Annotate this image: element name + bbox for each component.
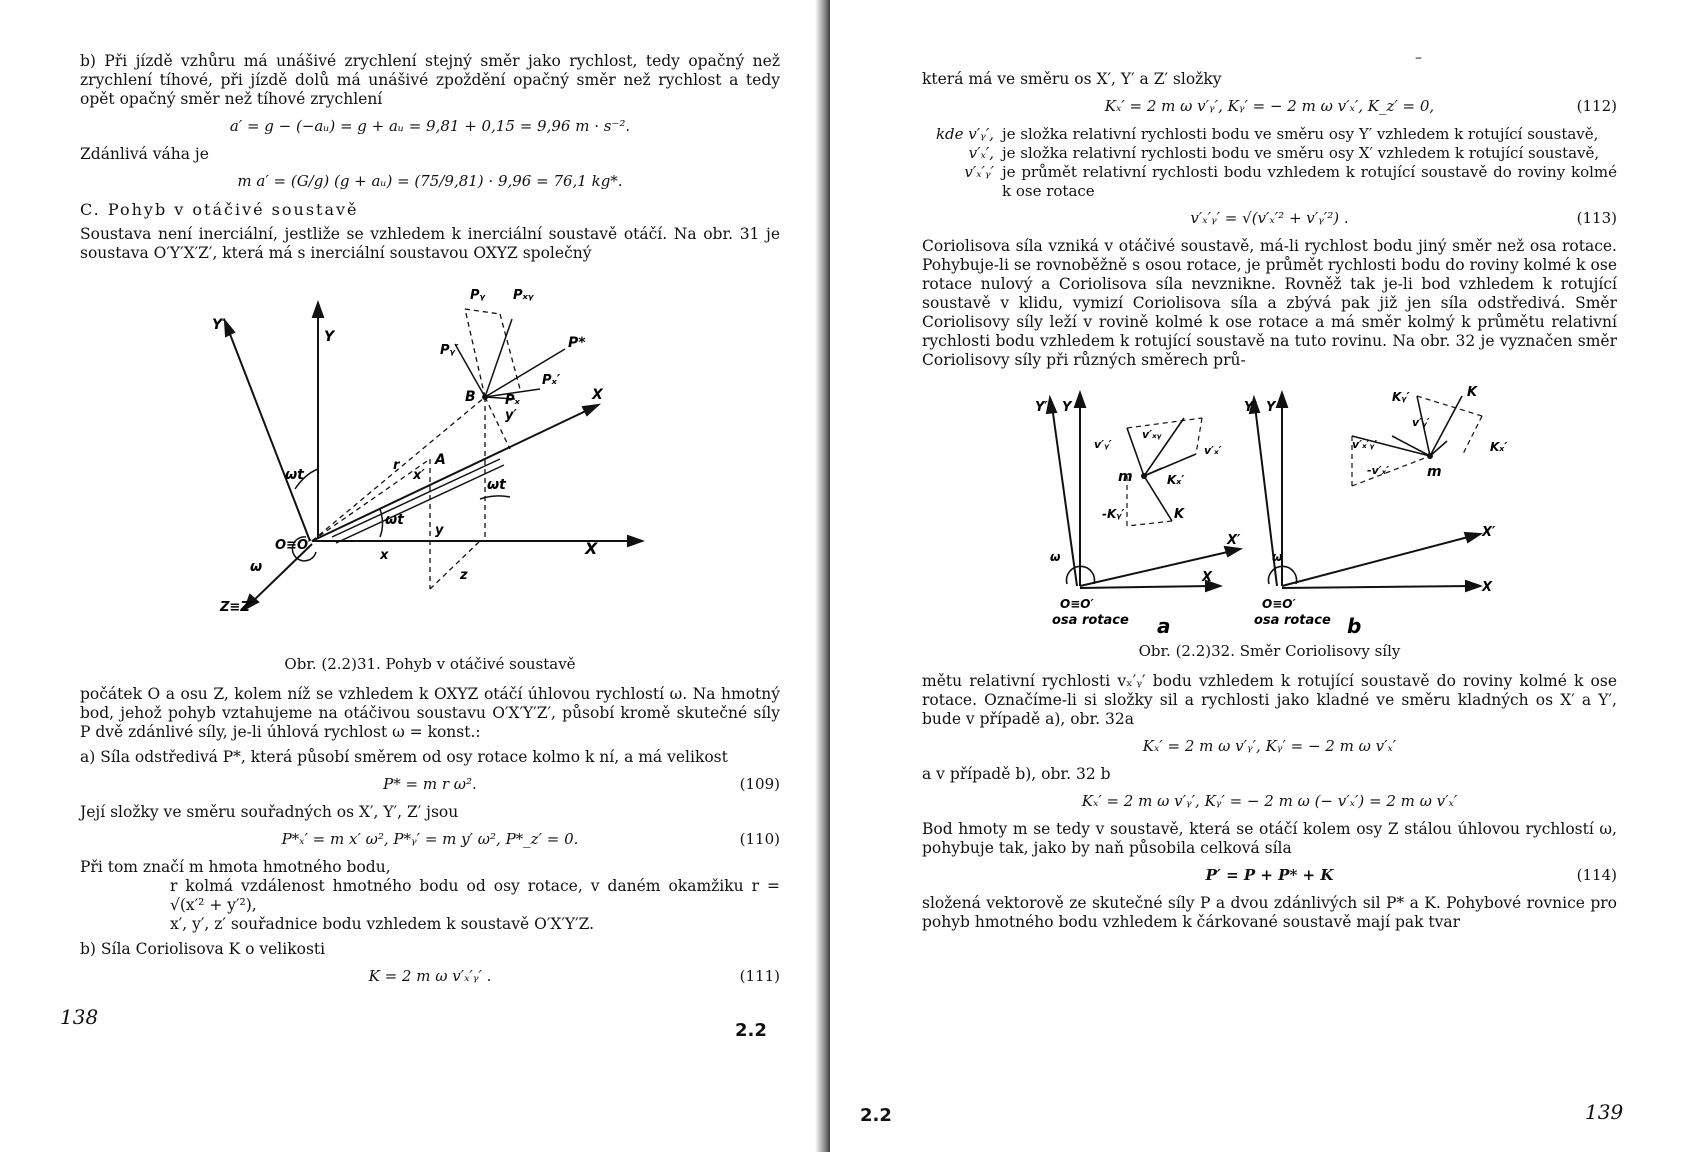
label-y-prime: y′	[505, 408, 517, 423]
eq-number: (109)	[739, 775, 780, 793]
paragraph-apparent-weight: Zdánlivá váha je	[80, 145, 209, 163]
paragraph-centrifugal: a) Síla odstředivá P*, která působí směrem od osy rotace kolmo k ní, a má velikost	[80, 748, 728, 766]
eq-text: P* = m r ω².	[383, 775, 477, 793]
label-X-a: X	[1202, 570, 1213, 585]
paragraph-coords-def: x′, y′, z′ souřadnice bodu vzhledem k soustavě O′X′Y′Z.	[170, 915, 595, 933]
label-origin-b: O≡O′	[1262, 597, 1296, 611]
label-Pxy: Pₓᵧ	[513, 288, 534, 303]
label-vx-a: v′ₓ′	[1204, 444, 1222, 457]
label-omega-b: ω	[1272, 550, 1283, 564]
equation-110	[80, 830, 780, 848]
label-m-a: m	[1118, 469, 1133, 485]
label-Kx-b: Kₓ′	[1490, 440, 1508, 454]
label-axis-b: osa rotace	[1254, 613, 1331, 628]
eq-number: (112)	[1576, 97, 1617, 115]
label-x-prime: x′	[413, 468, 425, 483]
paragraph-noninertial: Soustava není inerciální, jestliže se vzhledem k inerciální soustavě otáčí. Na obr. 31 je soustava O′Y′X′Z′, která má s inerciální soustavou OXYZ společný	[80, 225, 780, 262]
page-number-right: 139	[1585, 1100, 1624, 1124]
eq-text: Kₓ′ = 2 m ω v′ᵧ′, Kᵧ′ = − 2 m ω v′ₓ′	[1142, 737, 1397, 755]
label-X-prime-a: X′	[1227, 533, 1241, 548]
chapter-marker-right: 2.2	[860, 1105, 892, 1126]
label-x: x	[380, 548, 389, 563]
paragraph-coriolis-force: Coriolisova síla vzniká v otáčivé soustavě, má-li rychlost bodu jiný směr než osa rotace. Pohybuje-li se rovnoběžně s osou rotace, je průmět rychlosti bodu do roviny kolmé k ose rotace nulový a Coriolisova síla nevznikne. Rovněž tak je-li bod vzhledem k rotující soustavě v klidu, vymizí Coriolisova síla a zbývá pak již jen síla odstředivá. Směr Coriolisovy síly leží v rovině kolmé k ose rotace a má směr kolmý k průmětu relativní rychlosti bodu vzhledem k rotující soustavě na tuto rovinu. Na obr. 32 je vyznačen směr Coriolisovy síly při různých směrech prů-	[922, 237, 1617, 369]
figure-32	[922, 376, 1617, 636]
definition-item	[922, 144, 1617, 163]
label-P-star: P*	[568, 335, 586, 351]
def-symbol: kde v′ᵧ′,	[935, 125, 994, 143]
figure-32-caption: Obr. (2.2)32. Směr Coriolisovy síly	[1138, 642, 1401, 660]
label-panel-a: a	[1157, 614, 1171, 636]
label-origin-a: O≡O′	[1060, 597, 1094, 611]
label-omega-t-1: ωt	[285, 467, 304, 483]
equation-109	[80, 775, 780, 793]
paragraph-b: b) Při jízdě vzhůru má unášivé zrychlení stejný směr jako rychlost, tedy opačný než zrychlení tíhové, při jízdě dolů má unášivé zpoždění opačný směr než rychlost a tedy opět opačný směr než tíhové zrychlení	[80, 52, 780, 108]
label-vxy-b: v′ₓ′ᵧ′	[1352, 438, 1378, 451]
eq-text: K = 2 m ω v′ₓ′ᵧ′ .	[368, 967, 492, 985]
point-B	[482, 394, 488, 400]
label-Py-prime: Pᵧ′	[440, 343, 459, 358]
label-vxy-a: v′ₓᵧ	[1142, 428, 1162, 441]
label-panel-b: b	[1347, 614, 1362, 636]
label-K-b: K	[1467, 385, 1478, 400]
eq-text: Kₓ′ = 2 m ω v′ᵧ′, Kᵧ′ = − 2 m ω (− v′ₓ′) = 2 m ω v′ₓ′	[1081, 792, 1458, 810]
eq-number: (110)	[739, 830, 780, 848]
paragraph-origin: počátek O a osu Z, kolem níž se vzhledem k OXYZ otáčí úhlovou rychlostí ω. Na hmotný bod, jehož pohyb vztahujeme na otáčivou soustavu O′X′Y′Z′, působí kromě skutečné síly P dvě zdánlivé síly, je-li úhlová rychlost ω = konst.:	[80, 685, 780, 741]
label-A: A	[435, 452, 446, 468]
label-r: r	[393, 458, 400, 473]
label-Py: Pᵧ	[470, 288, 486, 303]
point-m-b	[1427, 453, 1433, 459]
equation-case-a	[922, 737, 1617, 755]
label-vy-b: v′ᵧ′	[1412, 416, 1430, 429]
label-origin: O≡O′	[275, 538, 312, 553]
def-text: je průmět relativní rychlosti bodu vzhledem k rotující soustavě do roviny kolmé k ose rotace	[1002, 163, 1617, 200]
paragraph-total-force: Bod hmoty m se tedy v soustavě, která se otáčí kolem osy Z stálou úhlovou rychlostí ω, pohybuje tak, jako by naň působila celková síla	[922, 820, 1617, 857]
paragraph-r-def: r kolmá vzdálenost hmotného bodu od osy rotace, v daném okamžiku r = √(x′² + y′²),	[170, 877, 780, 914]
eq-text: Kₓ′ = 2 m ω v′ᵧ′, Kᵧ′ = − 2 m ω v′ₓ′, K_z′ = 0,	[1104, 97, 1435, 115]
eq-text: v′ₓ′ᵧ′ = √(v′ₓ′² + v′ᵧ′²) .	[1190, 209, 1349, 227]
definitions-list	[922, 125, 1617, 201]
label-K-a: K	[1174, 507, 1185, 522]
eq-text: m a′ = (G/g) (g + aᵤ) = (75/9,81) · 9,96 = 76,1 kg*.	[237, 172, 623, 190]
figure-31-diagram	[80, 269, 780, 649]
label-minus-vx-b: -v′ₓ′	[1367, 464, 1390, 477]
def-text: je složka relativní rychlosti bodu ve směru osy Y′ vzhledem k rotující soustavě,	[1002, 125, 1599, 143]
eq-number: (111)	[739, 967, 780, 985]
def-text: je složka relativní rychlosti bodu ve směru osy X′ vzhledem k rotující soustavě,	[1002, 144, 1600, 162]
label-Y-prime-a: Y′	[1035, 400, 1048, 415]
equation-113	[922, 209, 1617, 227]
label-minus-Ky-a: -Kᵧ′	[1102, 507, 1125, 521]
label-Ky-b: Kᵧ′	[1392, 390, 1410, 404]
chapter-marker-left: 2.2	[735, 1020, 767, 1041]
eq-text: P*ₓ′ = m x′ ω², P*ᵧ′ = m y′ ω², P*_z′ = 0.	[281, 830, 579, 848]
eq-number: (114)	[1576, 866, 1617, 884]
label-vy-a: v′ᵧ′	[1094, 438, 1112, 451]
label-Y: Y	[324, 329, 335, 345]
label-omega: ω	[250, 559, 263, 575]
equation-114	[922, 866, 1617, 884]
def-symbol: v′ₓ′ᵧ′	[964, 163, 994, 181]
paragraph-components-K: která má ve směru os X′, Y′ a Z′ složky	[922, 70, 1222, 88]
label-Kx-a: Kₓ′	[1167, 473, 1185, 487]
equation-112	[922, 97, 1617, 115]
label-omega-t-3: ωt	[487, 477, 506, 493]
section-heading: C. Pohyb v otáčivé soustavě	[80, 200, 359, 219]
paragraph-projection: mětu relativní rychlosti vₓ′ᵧ′ bodu vzhledem k rotující soustavě do roviny kolmé k ose rotace. Označíme-li si složky sil a rychlosti jako kladné ve směru kladných os X′ a Y′, bude v případě a), obr. 32a	[922, 672, 1617, 728]
definition-item	[922, 163, 1617, 201]
label-Y-b: Y	[1266, 400, 1276, 415]
eq-text: a′ = g − (−aᵤ) = g + aᵤ = 9,81 + 0,15 = 9,96 m · s⁻².	[229, 117, 631, 135]
label-omega-t-2: ωt	[385, 512, 404, 528]
equation-111	[80, 967, 780, 985]
paragraph-coriolis: b) Síla Coriolisova K o velikosti	[80, 940, 326, 958]
label-B: B	[465, 389, 476, 405]
label-Y-prime: Y′	[212, 317, 226, 333]
page-number-left: 138	[60, 1005, 99, 1029]
paragraph-equations-of-motion: složená vektorově ze skutečné síly P a dvou zdánlivých sil P* a K. Pohybové rovnice pro pohyb hmotného bodu vzhledem k čárkované soustavě mají pak tvar	[922, 894, 1617, 931]
label-Px: Pₓ	[505, 393, 520, 408]
paragraph-case-b: a v případě b), obr. 32 b	[922, 765, 1111, 783]
label-Px-prime: Pₓ′	[542, 373, 561, 388]
paragraph-components: Její složky ve směru souřadných os X′, Y′, Z′ jsou	[80, 803, 459, 821]
label-X-rotated: X	[592, 387, 603, 403]
top-dash: –	[1415, 50, 1422, 66]
page-right	[830, 0, 1683, 1152]
equation-case-b	[922, 792, 1617, 810]
label-omega-a: ω	[1050, 550, 1061, 564]
label-axis-a: osa rotace	[1052, 613, 1129, 628]
left-column	[80, 52, 780, 995]
label-Y-a: Y	[1062, 400, 1072, 415]
equation-a-prime	[80, 117, 780, 135]
def-symbol: v′ₓ′,	[968, 144, 994, 162]
figure-31	[80, 269, 780, 649]
figure-31-caption: Obr. (2.2)31. Pohyb v otáčivé soustavě	[284, 655, 576, 673]
label-m-b: m	[1427, 464, 1442, 480]
definition-item	[922, 125, 1617, 144]
eq-number: (113)	[1576, 209, 1617, 227]
label-y: y	[435, 523, 444, 538]
figure-32-diagram	[922, 376, 1617, 636]
label-z: z	[460, 568, 468, 583]
point-m-a	[1141, 473, 1147, 479]
page-left	[0, 0, 820, 1152]
label-Z: Z≡Z′	[220, 600, 254, 615]
eq-text: P′ = P + P* + K	[1205, 866, 1334, 884]
label-Y-prime-b: Y′	[1244, 400, 1257, 415]
label-X-prime-b: X′	[1482, 525, 1496, 540]
label-X-b: X	[1482, 580, 1493, 595]
label-X: X	[585, 539, 598, 558]
equation-ma-prime	[80, 172, 780, 190]
right-column	[922, 70, 1617, 938]
paragraph-where-m: Při tom značí m hmota hmotného bodu,	[80, 858, 391, 876]
